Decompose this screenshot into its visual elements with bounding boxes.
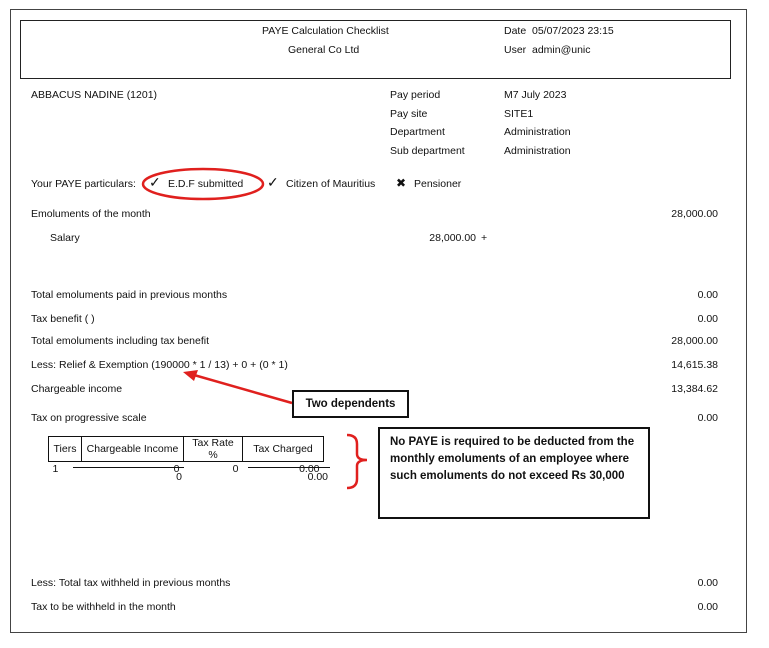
user-value: admin@unic bbox=[532, 44, 591, 56]
cross-icon: ✖ bbox=[396, 176, 407, 190]
paye-note-callout: No PAYE is required to be deducted from the monthly emoluments of an employee where such emoluments do not exceed Rs 30,000 bbox=[378, 427, 650, 519]
tax-to-withhold-value: 0.00 bbox=[697, 601, 718, 613]
tax-withheld-prev-value: 0.00 bbox=[697, 577, 718, 589]
tax-benefit-value: 0.00 bbox=[697, 313, 718, 325]
citizen-label: Citizen of Mauritius bbox=[286, 178, 376, 190]
check-icon: ✓ bbox=[149, 174, 161, 190]
total-tax-charged: 0.00 bbox=[307, 471, 328, 483]
relief-exemption-label: Less: Relief & Exemption (190000 * 1 / 13) + 0 + (0 * 1) bbox=[31, 359, 288, 371]
arrow-icon bbox=[180, 368, 295, 408]
total-emoluments-label: Total emoluments including tax benefit bbox=[31, 335, 210, 347]
total-chargeable-income: 0 bbox=[176, 471, 182, 483]
edf-submitted-label: E.D.F submitted bbox=[168, 178, 244, 190]
tiers-table bbox=[48, 436, 324, 475]
dependents-callout: Two dependents bbox=[292, 390, 409, 418]
tiers-header: Tiers bbox=[49, 437, 82, 462]
chargeable-income-label: Chargeable income bbox=[31, 383, 123, 395]
tier-number: 1 bbox=[52, 462, 59, 475]
pensioner-label: Pensioner bbox=[414, 178, 462, 190]
tier-tax-rate: 0 bbox=[232, 462, 239, 475]
bracket-icon bbox=[343, 432, 377, 492]
employee-name: ABBACUS NADINE (1201) bbox=[31, 89, 158, 101]
sub-department-value: Administration bbox=[504, 145, 571, 157]
chargeable-income-value: 13,384.62 bbox=[671, 383, 718, 395]
tax-rate-header: Tax Rate % bbox=[184, 437, 243, 462]
department-label: Department bbox=[390, 126, 445, 138]
date-value: 05/07/2023 23:15 bbox=[532, 25, 614, 37]
report-title: PAYE Calculation Checklist bbox=[262, 25, 389, 37]
pay-site-label: Pay site bbox=[390, 108, 428, 120]
tax-withheld-prev-label: Less: Total tax withheld in previous months bbox=[31, 577, 231, 589]
salary-label: Salary bbox=[50, 232, 80, 244]
total-emoluments-value: 28,000.00 bbox=[671, 335, 718, 347]
check-icon: ✓ bbox=[267, 174, 279, 190]
tax-benefit-label: Tax benefit ( ) bbox=[31, 313, 95, 325]
salary-value: 28,000.00 bbox=[429, 232, 476, 244]
prev-emoluments-value: 0.00 bbox=[697, 289, 718, 301]
prev-emoluments-label: Total emoluments paid in previous months bbox=[31, 289, 228, 301]
tax-progressive-value: 0.00 bbox=[697, 412, 718, 424]
pay-period-label: Pay period bbox=[390, 89, 441, 101]
tax-progressive-label: Tax on progressive scale bbox=[31, 412, 147, 424]
highlight-ellipse bbox=[140, 166, 266, 202]
particulars-label: Your PAYE particulars: bbox=[31, 178, 136, 190]
tax-to-withhold-label: Tax to be withheld in the month bbox=[31, 601, 176, 613]
emoluments-label: Emoluments of the month bbox=[31, 208, 151, 220]
tier-tax-charged: 0.00 bbox=[299, 462, 320, 475]
emoluments-total: 28,000.00 bbox=[671, 208, 718, 220]
subtotal-line bbox=[73, 467, 184, 468]
department-value: Administration bbox=[504, 126, 571, 138]
salary-sign: + bbox=[481, 232, 488, 244]
pay-period-value: M7 July 2023 bbox=[504, 89, 567, 101]
pay-site-value: SITE1 bbox=[504, 108, 534, 120]
tax-charged-header: Tax Charged bbox=[243, 437, 324, 462]
relief-exemption-value: 14,615.38 bbox=[671, 359, 718, 371]
sub-department-label: Sub department bbox=[390, 145, 465, 157]
date-label: Date bbox=[504, 25, 527, 37]
subtotal-line bbox=[248, 467, 330, 468]
chargeable-income-header: Chargeable Income bbox=[82, 437, 184, 462]
user-label: User bbox=[504, 44, 527, 56]
tier-chargeable-income: 0 bbox=[173, 462, 180, 475]
company-name: General Co Ltd bbox=[288, 44, 360, 56]
